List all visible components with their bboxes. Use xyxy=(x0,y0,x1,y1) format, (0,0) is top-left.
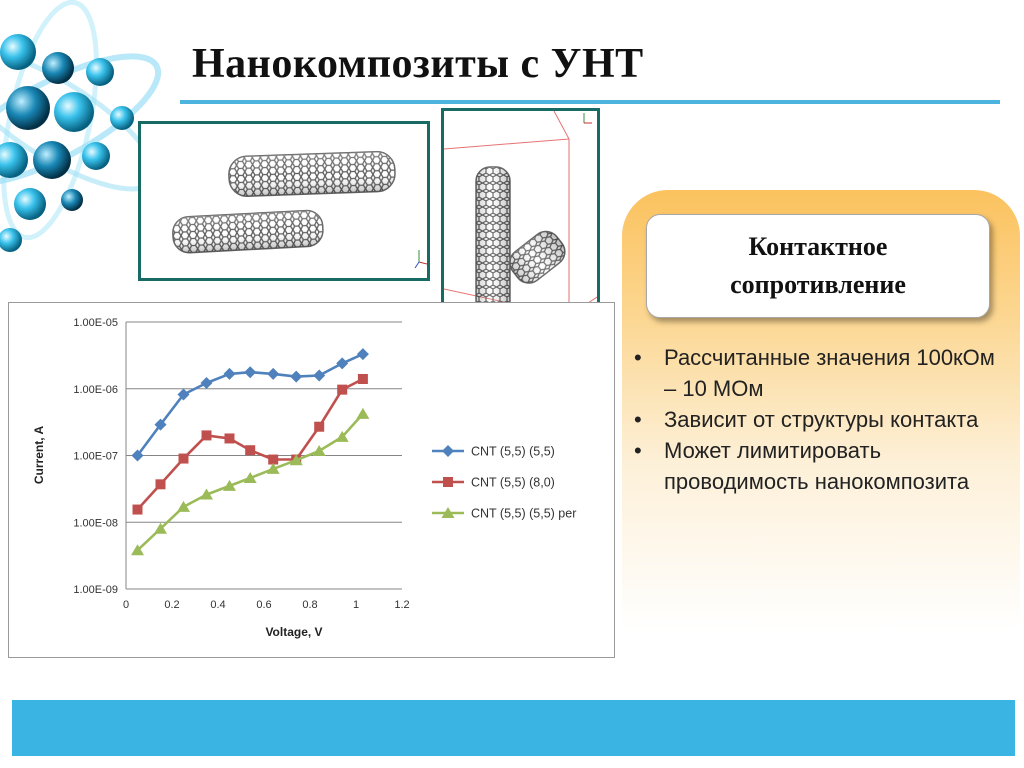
data-point xyxy=(358,374,368,384)
legend-label: CNT (5,5) (5,5) xyxy=(471,444,555,459)
bullet-text: Может лимитировать проводимость нанокомпозита xyxy=(664,438,970,494)
axis-gizmo-icon xyxy=(584,113,592,123)
data-point xyxy=(357,348,369,360)
bullet-dot-icon: • xyxy=(634,407,642,432)
data-point xyxy=(336,357,348,369)
bullet-dot-icon: • xyxy=(634,438,642,463)
nanotube-pair-image xyxy=(138,121,430,281)
bullet-item xyxy=(632,435,1012,497)
chart-series xyxy=(131,348,369,555)
legend-marker xyxy=(443,477,453,487)
data-point xyxy=(337,385,347,395)
y-tick-label: 1.00E-08 xyxy=(73,517,118,530)
data-point xyxy=(202,430,212,440)
data-point xyxy=(225,433,235,443)
data-point xyxy=(224,368,236,380)
contact-resistance-callout xyxy=(646,214,990,318)
legend-item xyxy=(432,445,555,459)
bullet-list xyxy=(632,342,1012,497)
legend-label: CNT (5,5) (8,0) xyxy=(471,475,555,490)
x-tick-labels xyxy=(123,599,410,611)
legend-label: CNT (5,5) (5,5) per xyxy=(471,506,577,521)
x-axis-title: Voltage, V xyxy=(265,625,323,639)
x-tick-label: 0.2 xyxy=(164,599,180,611)
y-tick-label: 1.00E-06 xyxy=(73,383,118,396)
x-tick-label: 1 xyxy=(352,599,360,611)
bullet-text: Зависит от структуры контакта xyxy=(664,407,979,432)
x-tick-label: 1.2 xyxy=(394,599,410,611)
x-tick-label: 0 xyxy=(122,599,130,611)
callout-line-1: Контактное xyxy=(748,232,888,261)
data-point xyxy=(177,501,190,512)
data-point xyxy=(313,445,326,456)
data-point xyxy=(156,479,166,489)
data-point xyxy=(267,368,279,380)
axis-gizmo-icon xyxy=(415,250,427,268)
data-point xyxy=(245,445,255,455)
legend-marker xyxy=(442,445,454,457)
bullet-item xyxy=(632,342,1012,404)
bullet-text: Рассчитанные значения 100кОм – 10 МОм xyxy=(664,345,995,401)
y-axis-title: Current, A xyxy=(32,425,46,485)
data-point xyxy=(356,408,369,419)
data-point xyxy=(133,505,143,515)
nanotube-molecular-model-icon xyxy=(141,124,427,278)
y-tick-label: 1.00E-09 xyxy=(73,584,118,596)
x-tick-label: 0.6 xyxy=(256,599,272,611)
iv-chart xyxy=(8,302,615,658)
chart-legend xyxy=(432,445,576,521)
callout-line-2: сопротивление xyxy=(730,270,906,299)
data-point xyxy=(290,371,302,383)
bullet-dot-icon: • xyxy=(634,345,642,370)
slide-title: Нанокомпозиты с УНТ xyxy=(192,41,644,87)
y-tick-label: 1.00E-05 xyxy=(73,317,118,329)
data-point xyxy=(179,454,189,464)
x-tick-label: 0.8 xyxy=(302,599,318,611)
iv-chart-svg xyxy=(9,303,614,657)
nanotube-junction-image xyxy=(441,108,600,322)
series-3 xyxy=(131,408,369,555)
data-point xyxy=(314,422,324,432)
legend-item xyxy=(432,507,576,521)
bullet-item xyxy=(632,404,1012,435)
title-underline xyxy=(180,100,1000,104)
y-tick-labels xyxy=(73,317,118,596)
data-point xyxy=(313,369,325,381)
data-point xyxy=(201,377,213,389)
y-tick-label: 1.00E-07 xyxy=(73,450,118,463)
x-tick-label: 0.4 xyxy=(210,599,226,611)
nanotube-molecular-model-icon xyxy=(444,111,597,319)
data-point xyxy=(244,366,256,378)
legend-item xyxy=(432,476,555,490)
footer-bar xyxy=(12,700,1015,756)
